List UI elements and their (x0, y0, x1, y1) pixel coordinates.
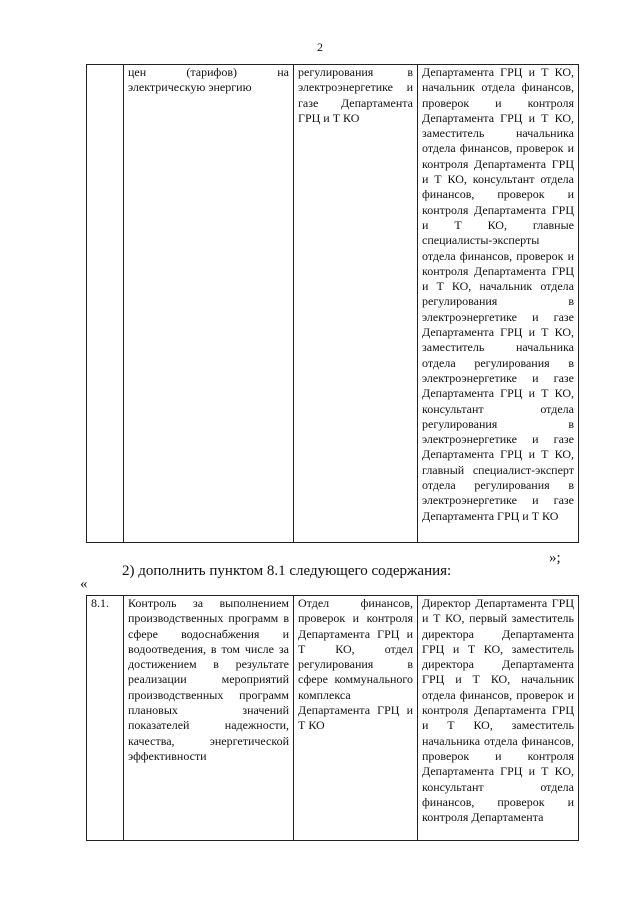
cell-text: цен (тарифов) на электрическую энергию (128, 65, 289, 95)
page-number: 2 (317, 40, 323, 54)
table-cell-officials (418, 596, 579, 841)
closing-quote: »; (549, 550, 561, 566)
cell-text: Директор Департамента ГРЦ и Т КО, первый заместитель директора Департамента ГРЦ и Т КО, заместитель директора Департамента ГРЦ и Т КО, начальник отдела финансов, проверок и контроля Департамента ГРЦ и Т КО, заместитель начальника отдела финансов, проверок и контроля Департамента ГРЦ и Т КО, консультант отдела финансов, проверок и контроля Департамента (422, 596, 574, 825)
table-cell-officials (418, 65, 579, 543)
cell-text: Контроль за выполнением производственных программ в сфере водоснабжения и водоотведения, в том числе за достижением в результате реализации мероприятий производственных программ плановых значений показателей надежности, качества, энергетической эффективности (128, 596, 289, 763)
continued-table (86, 64, 579, 543)
table-cell-subject (124, 65, 294, 543)
table-cell-executor (294, 65, 418, 543)
table-cell-executor (294, 596, 418, 841)
amendment-instruction: 2) дополнить пунктом 8.1 следующего содержания: (122, 563, 452, 579)
table-cell-number (87, 596, 124, 841)
table-cell-subject (124, 596, 294, 841)
cell-text: Отдел финансов, проверок и контроля Департамента ГРЦ и Т КО, отдел регулирования в сфере коммунального комплекса Департамента ГРЦ и Т КО (298, 596, 413, 733)
cell-text: 8.1. (91, 596, 109, 610)
opening-quote: « (80, 576, 88, 592)
new-item-table (86, 595, 579, 841)
cell-text: Департамента ГРЦ и Т КО, начальник отдела финансов, проверок и контроля Департамента ГРЦ и Т КО, заместитель начальника отдела финансов, проверок и контроля Департамента ГРЦ и Т КО, консультант отдела финансов, проверок и контроля Департамента ГРЦ и Т КО, главные специалисты-эксперты отдела финансов, проверок и контроля Департамента ГРЦ и Т КО, начальник отдела регулирования в электроэнергетике и газе Департамента ГРЦ и Т КО, заместитель начальника отдела регулирования в электроэнергетике и газе Департамента ГРЦ и Т КО, консультант отдела регулирования в электроэнергетике и газе Департамента ГРЦ и Т КО, главный специалист-эксперт отдела регулирования в электроэнергетике и газе Департамента ГРЦ и Т КО (422, 65, 574, 523)
table-row (87, 65, 579, 543)
table-row (87, 596, 579, 841)
table-cell-number (87, 65, 124, 543)
cell-text: регулирования в электроэнергетике и газе Департамента ГРЦ и Т КО (298, 65, 413, 125)
